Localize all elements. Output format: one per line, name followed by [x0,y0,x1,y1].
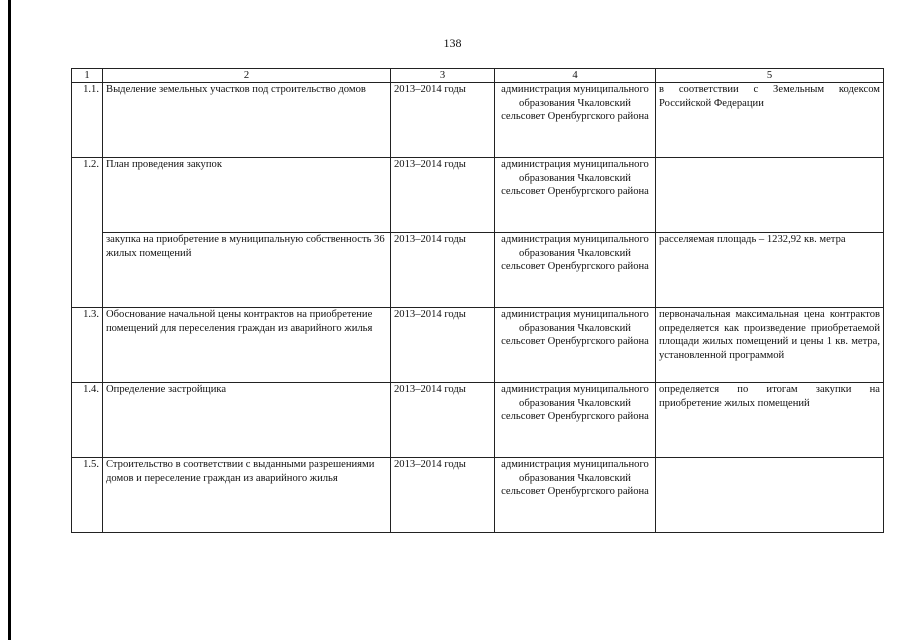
note-cell: определяется по итогам закупки на приобретение жилых помещений [656,383,884,458]
table-row [72,458,884,533]
responsible-cell: администрация муниципального образования Чкаловский сельсовет Оренбургского района [495,158,656,233]
table-row [72,308,884,383]
row-number [72,233,103,308]
scan-border-line [8,0,11,640]
table-header-row [72,69,884,83]
period-cell: 2013–2014 годы [391,308,495,383]
period-cell: 2013–2014 годы [391,233,495,308]
table-row [72,233,884,308]
action-cell: Определение застройщика [103,383,391,458]
column-header: 3 [391,69,495,83]
action-cell: План проведения закупок [103,158,391,233]
column-header: 5 [656,69,884,83]
table-row [72,158,884,233]
responsible-cell: администрация муниципального образования Чкаловский сельсовет Оренбургского района [495,308,656,383]
row-number: 1.2. [72,158,103,233]
action-cell: Обоснование начальной цены контрактов на приобретение помещений для переселения граждан из аварийного жилья [103,308,391,383]
responsible-cell: администрация муниципального образования Чкаловский сельсовет Оренбургского района [495,233,656,308]
action-cell: закупка на приобретение в муниципальную собственность 36 жилых помещений [103,233,391,308]
column-header: 1 [72,69,103,83]
period-cell: 2013–2014 годы [391,158,495,233]
column-header: 4 [495,69,656,83]
table-row [72,83,884,158]
period-cell: 2013–2014 годы [391,458,495,533]
note-cell [656,458,884,533]
note-cell: первоначальная максимальная цена контрактов определяется как произведение приобретаемой площади жилых помещений и цены 1 кв. метра, установленной программой [656,308,884,383]
row-number: 1.1. [72,83,103,158]
action-cell: Выделение земельных участков под строительство домов [103,83,391,158]
note-cell: расселяемая площадь – 1232,92 кв. метра [656,233,884,308]
table-row [72,383,884,458]
responsible-cell: администрация муниципального образования Чкаловский сельсовет Оренбургского района [495,458,656,533]
action-cell: Строительство в соответствии с выданными разрешениями домов и переселение граждан из аварийного жилья [103,458,391,533]
measures-table [71,68,884,533]
row-number: 1.4. [72,383,103,458]
column-header: 2 [103,69,391,83]
period-cell: 2013–2014 годы [391,83,495,158]
period-cell: 2013–2014 годы [391,383,495,458]
responsible-cell: администрация муниципального образования Чкаловский сельсовет Оренбургского района [495,383,656,458]
row-number: 1.3. [72,308,103,383]
page-number: 138 [443,36,462,50]
responsible-cell: администрация муниципального образования Чкаловский сельсовет Оренбургского района [495,83,656,158]
note-cell: в соответствии с Земельным кодексом Российской Федерации [656,83,884,158]
note-cell [656,158,884,233]
row-number: 1.5. [72,458,103,533]
